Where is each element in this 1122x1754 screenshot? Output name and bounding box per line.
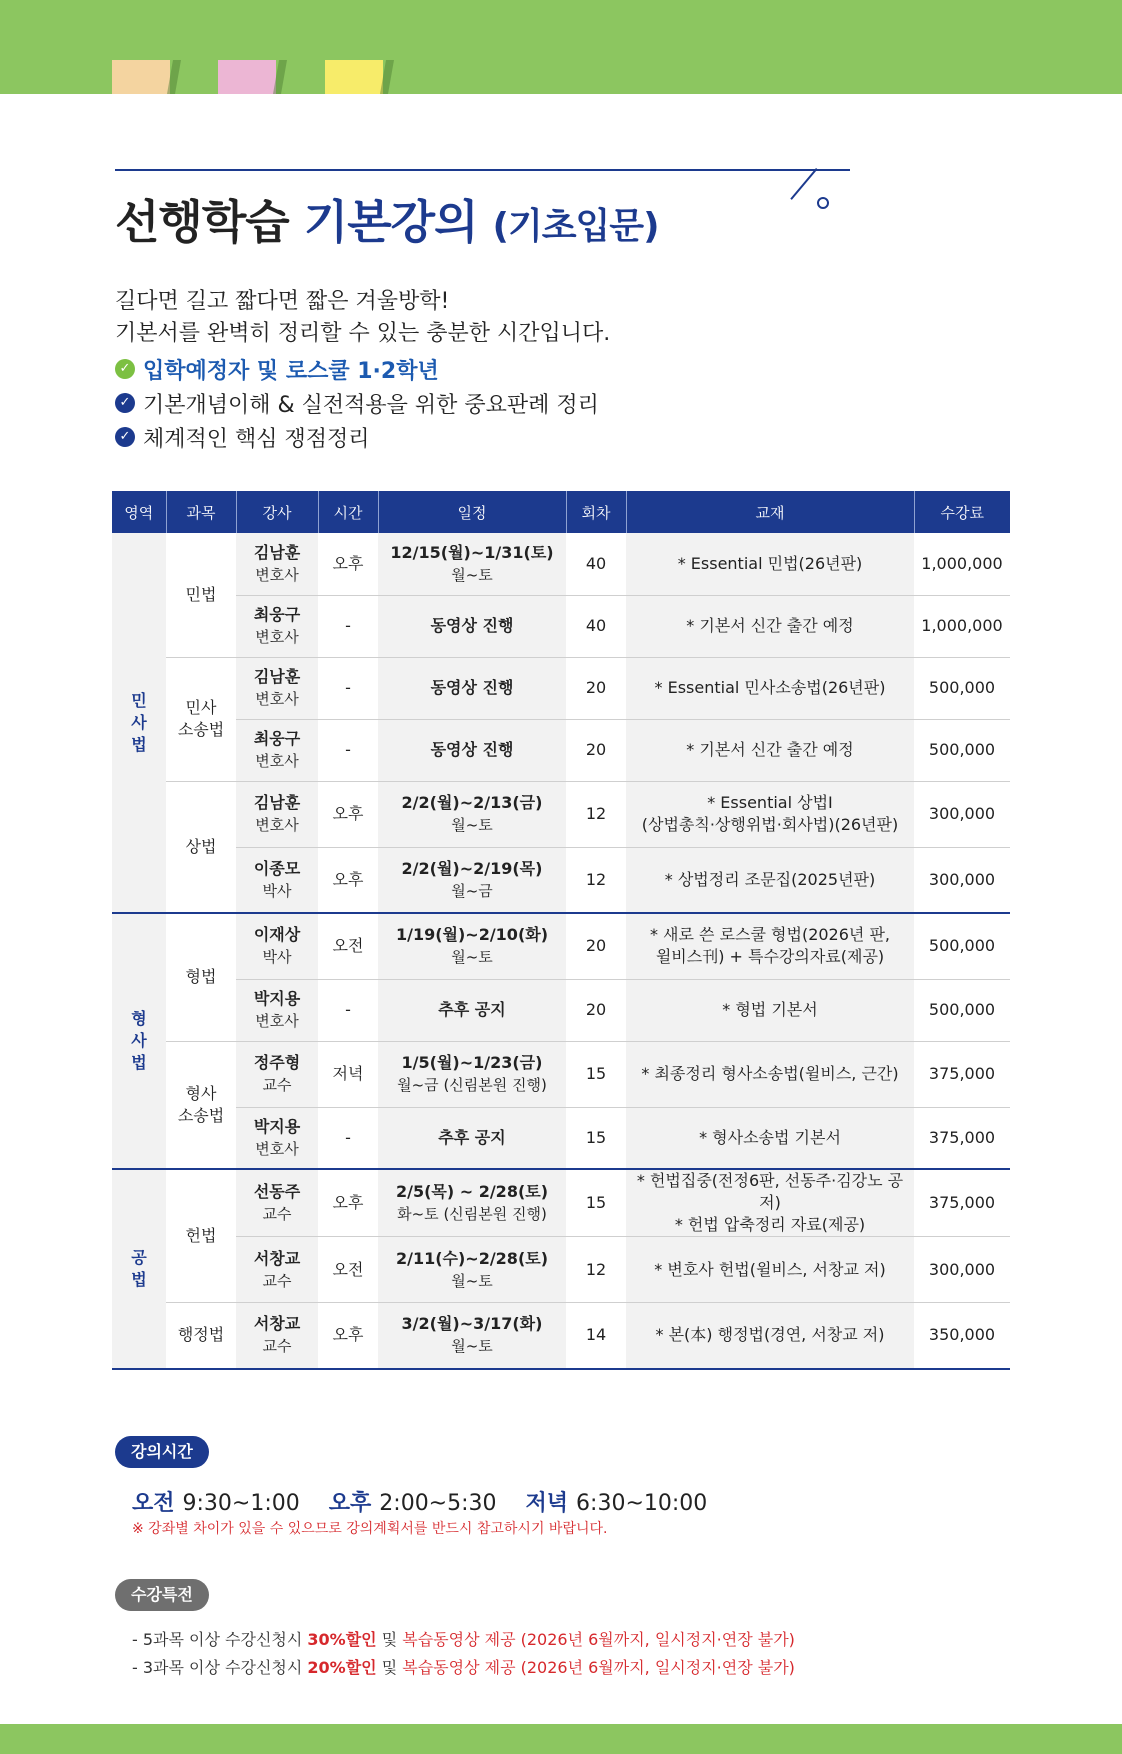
sessions-cell: 15 [566, 1107, 626, 1169]
subject-cell: 헌법 [166, 1169, 236, 1303]
schedule-days: 월~토 [451, 1271, 493, 1290]
lecturer-name: 정주형 [253, 1053, 301, 1072]
benefit-discount: 30%할인 [307, 1630, 377, 1649]
time-cell: 오전 [318, 1237, 378, 1303]
title-part-1: 선행학습 [115, 195, 289, 249]
fee-cell: 1,000,000 [914, 595, 1010, 657]
schedule-days: 월~토 [451, 816, 493, 834]
lecturer-cell [236, 595, 318, 657]
textbook-cell: * 기본서 신간 출간 예정 [626, 719, 914, 781]
time-cell: 오후 [318, 847, 378, 913]
benefit-text: 및 [376, 1658, 403, 1677]
sessions-cell: 20 [566, 719, 626, 781]
time-cell: - [318, 595, 378, 657]
sessions-cell: 20 [566, 657, 626, 719]
table-row [112, 1237, 1010, 1303]
hours-pm-value: 2:00~5:30 [379, 1491, 497, 1516]
intro-line-1: 길다면 길고 짧다면 짧은 겨울방학! [115, 289, 450, 314]
textbook-cell: * 형사소송법 기본서 [626, 1107, 914, 1169]
lecturer-name: 이재상 [253, 925, 301, 945]
schedule-date: 2/11(수)~2/28(토) [395, 1248, 549, 1268]
sessions-cell: 40 [566, 533, 626, 595]
lecturer-title: 변호사 [255, 1012, 299, 1030]
page-title [115, 186, 659, 252]
schedule-date: 1/19(월)~2/10(화) [395, 925, 549, 945]
schedule-days: 월~금 [451, 881, 493, 900]
fee-cell: 1,000,000 [914, 533, 1010, 595]
fee-cell: 375,000 [914, 1169, 1010, 1237]
lecturer-cell [236, 719, 318, 781]
sessions-cell: 12 [566, 781, 626, 847]
lecturer-title: 교수 [262, 1337, 292, 1356]
header-textbook: 교재 [626, 491, 914, 533]
lecturer-name: 이종모 [253, 858, 301, 878]
schedule-date: 1/5(월)~1/23(금) [401, 1053, 543, 1072]
lecturer-title: 교수 [262, 1076, 292, 1094]
intro-line-2: 기본서를 완벽히 정리할 수 있는 충분한 시간입니다. [115, 321, 611, 346]
subject-cell: 민법 [166, 533, 236, 657]
textbook-cell: * 헌법집중(전정6판, 선동주·김강노 공저) * 헌법 압축정리 자료(제공) [626, 1169, 914, 1237]
lecturer-cell [236, 1169, 318, 1237]
check-circle-icon: ✓ [115, 427, 135, 447]
lecturer-cell [236, 1303, 318, 1369]
fee-cell: 375,000 [914, 1107, 1010, 1169]
schedule-date: 12/15(월)~1/31(토) [390, 542, 554, 562]
header-subject: 과목 [166, 491, 236, 533]
lecturer-cell [236, 913, 318, 979]
lecturer-cell [236, 1237, 318, 1303]
header-schedule: 일정 [378, 491, 566, 533]
title-part-3: (기초입문) [492, 206, 659, 247]
decor-tab-peach [112, 60, 170, 94]
intro-text [115, 286, 610, 350]
lecturer-title: 변호사 [255, 565, 299, 584]
check-item-cases [115, 386, 599, 420]
header-area: 영역 [112, 491, 166, 533]
benefit-extra: 복습동영상 제공 (2026년 6월까지, 일시정지·연장 불가) [402, 1658, 795, 1677]
textbook-cell: * 최종정리 형사소송법(윌비스, 근간) [626, 1041, 914, 1107]
sessions-cell: 12 [566, 847, 626, 913]
header-sessions: 회차 [566, 491, 626, 533]
benefit-item-1 [132, 1626, 795, 1654]
schedule-cell [378, 1041, 566, 1107]
check-item-label: 기본개념이해 & 실전적용을 위한 중요판례 정리 [143, 392, 599, 418]
fee-cell: 300,000 [914, 781, 1010, 847]
benefit-item-2 [132, 1654, 795, 1682]
schedule-date: 동영상 진행 [430, 678, 514, 697]
schedule-cell [378, 847, 566, 913]
decor-tab-pink [218, 60, 276, 94]
schedule-days: 월~토 [451, 565, 493, 584]
title-part-2: 기본강의 [303, 195, 478, 249]
area-cell: 형 사 법 [112, 913, 166, 1169]
time-cell: 저녁 [318, 1041, 378, 1107]
schedule-days: 월~금 (신림본원 진행) [397, 1076, 547, 1094]
table-row [112, 781, 1010, 847]
area-cell: 공 법 [112, 1169, 166, 1369]
schedule-date: 동영상 진행 [430, 616, 514, 635]
schedule-days: 월~토 [451, 1337, 493, 1356]
title-rule-dot [817, 197, 829, 209]
course-schedule-table [112, 491, 1010, 1370]
table-row [112, 595, 1010, 657]
lecturer-title: 변호사 [255, 628, 299, 646]
check-circle-icon: ✓ [115, 359, 135, 379]
table-header-row [112, 491, 1010, 533]
schedule-date: 동영상 진행 [430, 740, 514, 759]
schedule-date: 추후 공지 [438, 1127, 506, 1147]
decor-tab-yellow [325, 60, 383, 94]
sessions-cell: 20 [566, 979, 626, 1041]
benefit-text: - 3과목 이상 수강신청시 [132, 1658, 308, 1677]
schedule-cell [378, 719, 566, 781]
lecturer-title: 박사 [262, 948, 292, 967]
table-row [112, 847, 1010, 913]
lecturer-title: 변호사 [255, 690, 299, 708]
fee-cell: 500,000 [914, 913, 1010, 979]
lecturer-title: 교수 [262, 1205, 292, 1223]
textbook-cell: * 기본서 신간 출간 예정 [626, 595, 914, 657]
textbook-cell: * Essential 민사소송법(26년판) [626, 657, 914, 719]
schedule-cell [378, 1237, 566, 1303]
lecturer-name: 최웅구 [253, 605, 301, 624]
sessions-cell: 15 [566, 1041, 626, 1107]
schedule-days: 월~토 [451, 948, 493, 967]
table-row [112, 913, 1010, 979]
lecturer-title: 교수 [262, 1271, 292, 1290]
header-fee: 수강료 [914, 491, 1010, 533]
schedule-cell [378, 657, 566, 719]
fee-cell: 500,000 [914, 657, 1010, 719]
schedule-cell [378, 533, 566, 595]
schedule-cell [378, 1303, 566, 1369]
hours-note: ※ 강좌별 차이가 있을 수 있으므로 강의계획서를 반드시 참고하시기 바랍니다. [132, 1521, 608, 1537]
benefit-text: - 5과목 이상 수강신청시 [132, 1630, 308, 1649]
table-row [112, 1303, 1010, 1369]
textbook-cell: * 새로 쓴 로스쿨 형법(2026년 판, 윌비스刊) + 특수강의자료(제공) [626, 913, 914, 979]
lecturer-name: 김남훈 [253, 542, 301, 562]
schedule-cell [378, 913, 566, 979]
lecturer-cell [236, 979, 318, 1041]
schedule-date: 추후 공지 [438, 1000, 506, 1019]
fee-cell: 300,000 [914, 1237, 1010, 1303]
time-cell: 오후 [318, 1169, 378, 1237]
hours-eve-value: 6:30~10:00 [576, 1491, 708, 1516]
table-row [112, 1169, 1010, 1237]
benefits-badge: 수강특전 [115, 1579, 209, 1611]
schedule-date: 3/2(월)~3/17(화) [401, 1314, 543, 1334]
lecture-hours-badge: 강의시간 [115, 1436, 209, 1468]
lecturer-cell [236, 781, 318, 847]
time-cell: - [318, 719, 378, 781]
table-row [112, 657, 1010, 719]
subject-cell: 형사 소송법 [166, 1041, 236, 1169]
fee-cell: 500,000 [914, 979, 1010, 1041]
schedule-cell [378, 1107, 566, 1169]
time-cell: - [318, 657, 378, 719]
fee-cell: 300,000 [914, 847, 1010, 913]
benefits-list [132, 1626, 795, 1682]
lecturer-name: 박지용 [253, 989, 301, 1008]
hours-eve-label: 저녁 [525, 1491, 569, 1516]
time-cell: - [318, 979, 378, 1041]
textbook-cell: * Essential 상법I (상법총칙·상행위법·회사법)(26년판) [626, 781, 914, 847]
textbook-cell: * 상법정리 조문집(2025년판) [626, 847, 914, 913]
schedule-date: 2/5(목) ~ 2/28(토) [395, 1182, 549, 1201]
time-cell: - [318, 1107, 378, 1169]
lecturer-title: 변호사 [255, 1139, 299, 1158]
lecturer-name: 김남훈 [253, 667, 301, 686]
table-row [112, 1041, 1010, 1107]
hours-am-value: 9:30~1:00 [182, 1491, 300, 1516]
title-rule-slant [790, 168, 817, 200]
benefit-text: 및 [376, 1630, 403, 1649]
check-item-label: 체계적인 핵심 쟁점정리 [143, 426, 370, 452]
textbook-cell: * 형법 기본서 [626, 979, 914, 1041]
lecturer-cell [236, 657, 318, 719]
lecturer-name: 선동주 [253, 1182, 301, 1201]
subject-cell: 행정법 [166, 1303, 236, 1369]
bottom-green-band [0, 1724, 1122, 1754]
sessions-cell: 14 [566, 1303, 626, 1369]
table-row [112, 533, 1010, 595]
schedule-cell [378, 595, 566, 657]
subject-cell: 상법 [166, 781, 236, 913]
header-time: 시간 [318, 491, 378, 533]
lecturer-title: 변호사 [255, 816, 299, 834]
lecture-hours [132, 1486, 729, 1517]
time-cell: 오후 [318, 781, 378, 847]
lecturer-name: 서창교 [253, 1314, 301, 1334]
title-rule [115, 169, 850, 171]
schedule-cell [378, 1169, 566, 1237]
header-lecturer: 강사 [236, 491, 318, 533]
sessions-cell: 20 [566, 913, 626, 979]
lecturer-title: 박사 [262, 881, 292, 900]
subject-cell: 민사 소송법 [166, 657, 236, 781]
check-item-issues [115, 420, 599, 454]
textbook-cell: * 본(本) 행정법(경연, 서창교 저) [626, 1303, 914, 1369]
hours-pm-label: 오후 [328, 1491, 372, 1516]
lecturer-title: 변호사 [255, 752, 299, 770]
area-cell: 민 사 법 [112, 533, 166, 913]
table-row [112, 1107, 1010, 1169]
fee-cell: 375,000 [914, 1041, 1010, 1107]
table-row [112, 979, 1010, 1041]
subject-cell: 형법 [166, 913, 236, 1041]
schedule-days: 화~토 (신림본원 진행) [397, 1205, 547, 1223]
table-row [112, 719, 1010, 781]
check-circle-icon: ✓ [115, 393, 135, 413]
feature-checklist [115, 352, 599, 454]
benefit-extra: 복습동영상 제공 (2026년 6월까지, 일시정지·연장 불가) [402, 1630, 795, 1649]
lecturer-cell [236, 1107, 318, 1169]
schedule-date: 2/2(월)~2/13(금) [401, 793, 543, 812]
schedule-date: 2/2(월)~2/19(목) [401, 858, 543, 878]
lecturer-cell [236, 1041, 318, 1107]
lecturer-name: 김남훈 [253, 793, 301, 812]
schedule-cell [378, 781, 566, 847]
check-item-target [115, 352, 599, 386]
lecturer-cell [236, 533, 318, 595]
time-cell: 오전 [318, 913, 378, 979]
sessions-cell: 40 [566, 595, 626, 657]
benefit-discount: 20%할인 [307, 1658, 377, 1677]
hours-am-label: 오전 [132, 1491, 175, 1516]
time-cell: 오후 [318, 1303, 378, 1369]
time-cell: 오후 [318, 533, 378, 595]
sessions-cell: 15 [566, 1169, 626, 1237]
schedule-cell [378, 979, 566, 1041]
sessions-cell: 12 [566, 1237, 626, 1303]
fee-cell: 500,000 [914, 719, 1010, 781]
lecturer-cell [236, 847, 318, 913]
lecturer-name: 최웅구 [253, 729, 301, 748]
lecturer-name: 서창교 [253, 1248, 301, 1268]
lecturer-name: 박지용 [253, 1116, 301, 1136]
textbook-cell: * Essential 민법(26년판) [626, 533, 914, 595]
check-item-label: 입학예정자 및 로스쿨 1·2학년 [143, 358, 439, 384]
textbook-cell: * 변호사 헌법(윌비스, 서창교 저) [626, 1237, 914, 1303]
fee-cell: 350,000 [914, 1303, 1010, 1369]
